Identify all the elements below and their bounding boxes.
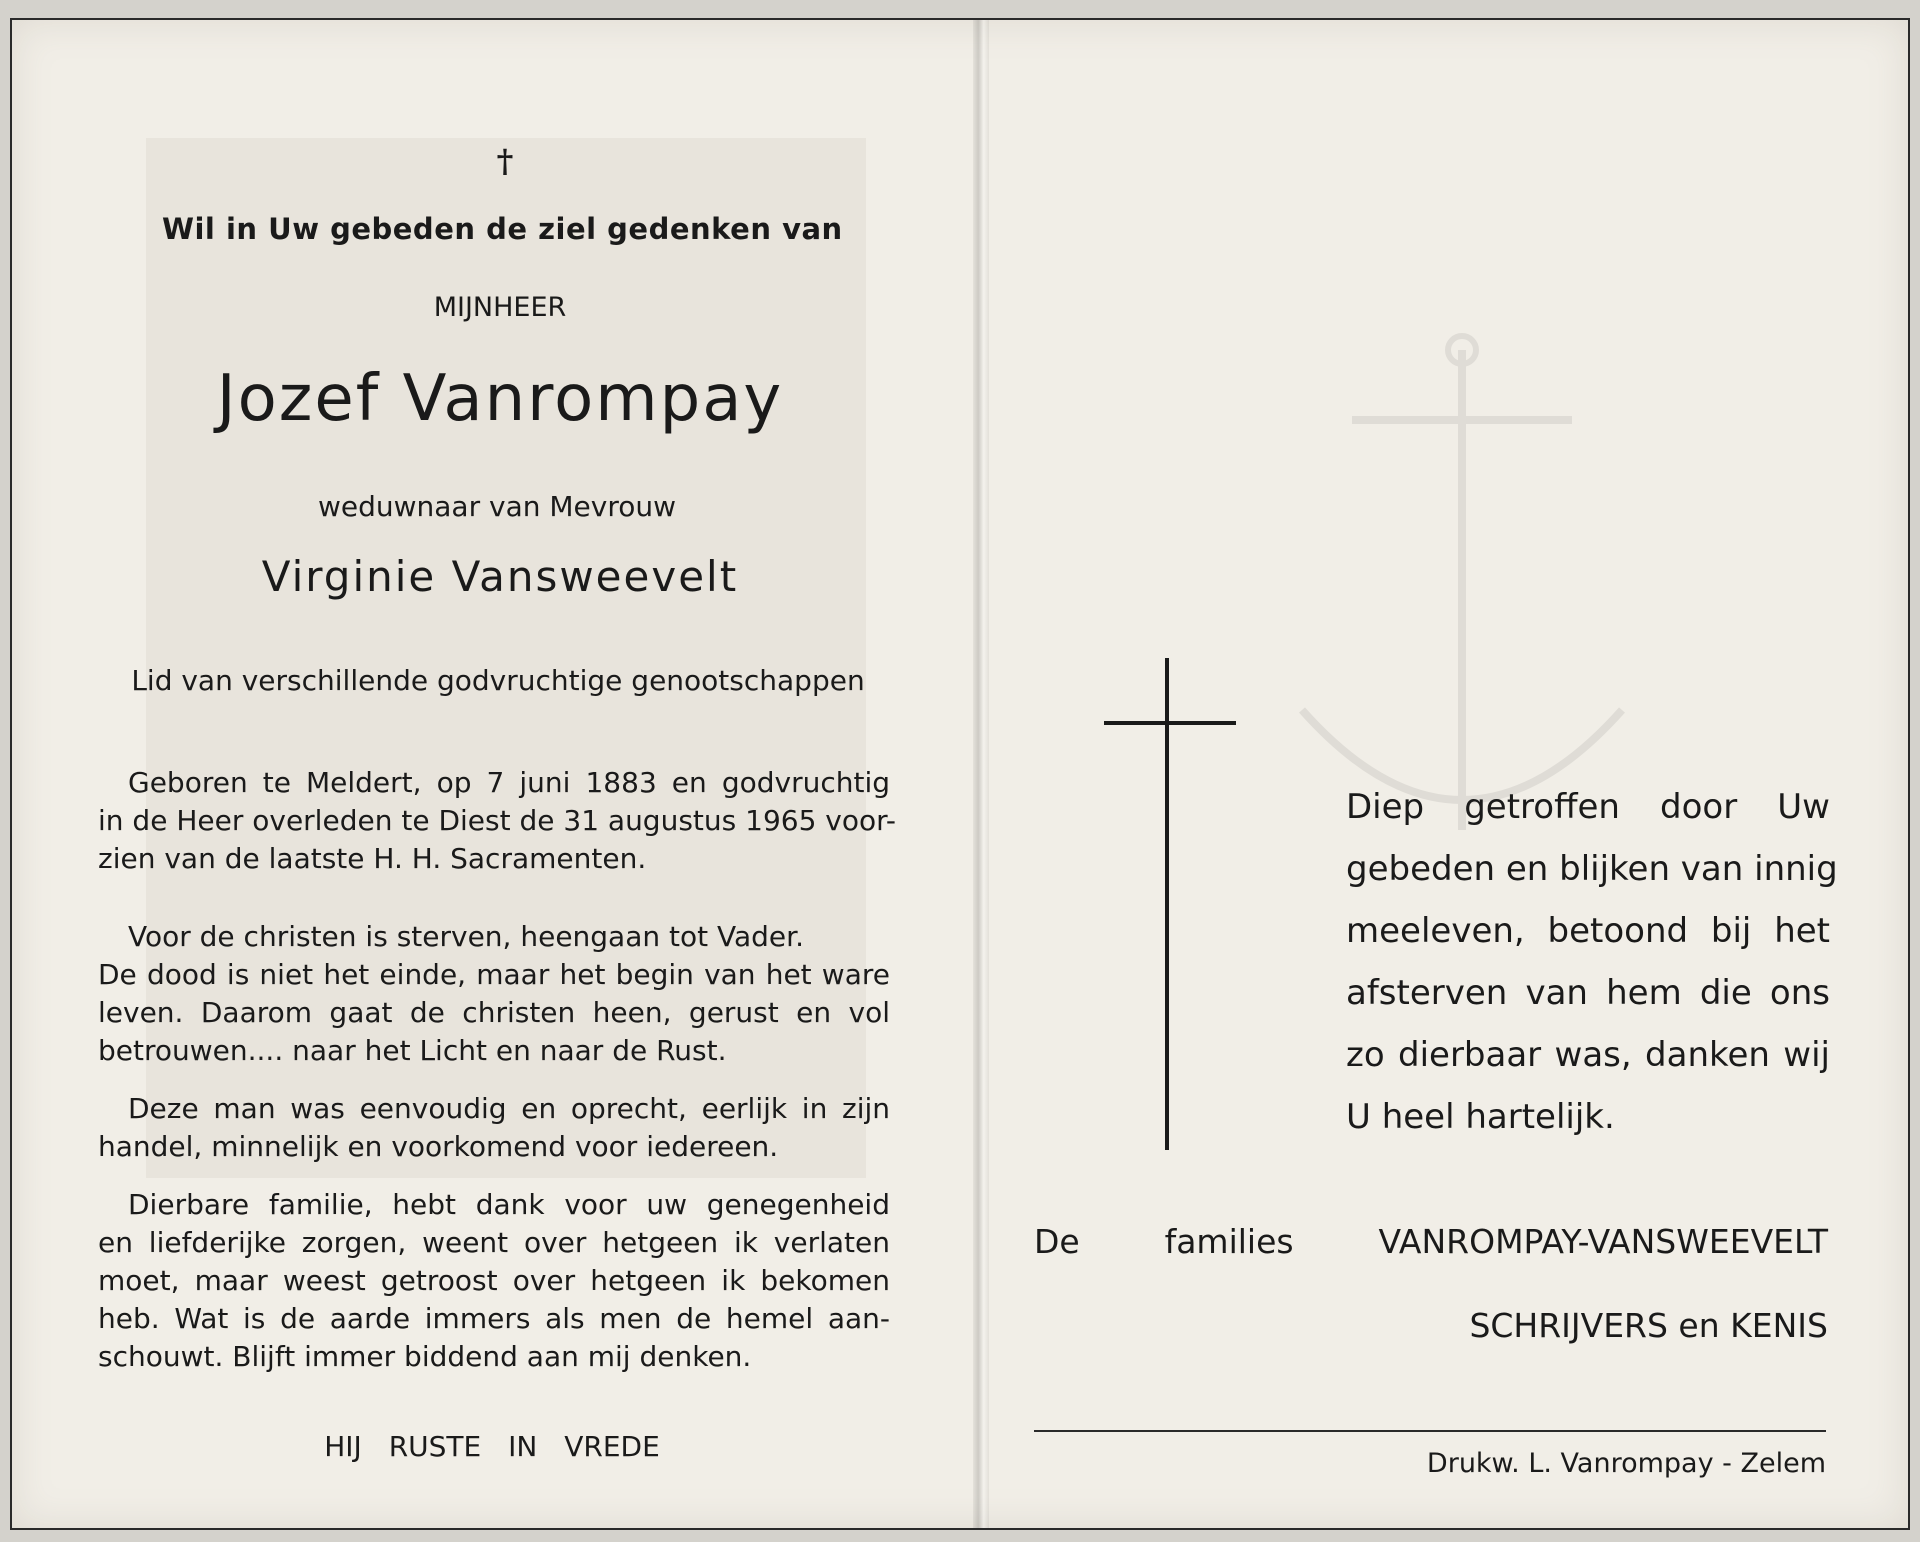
text-line: meeleven, betoond bij het: [1346, 911, 1830, 951]
families-line-2: SCHRIJVERS en KENIS: [1469, 1306, 1828, 1345]
card-fold: [973, 20, 989, 1528]
text-line: gebeden en blijken van innig: [1346, 849, 1838, 889]
memorial-card: [10, 18, 1910, 1530]
character-paragraph: [98, 1090, 890, 1166]
deceased-name: Jozef Vanrompay: [216, 362, 784, 436]
thanks-paragraph: [1346, 776, 1838, 1148]
text-line: handel, minnelijk en voorkomend voor iedereen.: [98, 1130, 779, 1163]
text-line: betrouwen.... naar het Licht en naar de Rust.: [98, 1034, 727, 1067]
text-line: moet, maar weest getroost over hetgeen ik bekomen: [98, 1264, 890, 1297]
small-cross-icon: †: [496, 142, 514, 180]
text-line: Geboren te Meldert, op 7 juni 1883 en godvruchtig: [128, 766, 890, 799]
cross-vertical-bar: [1165, 658, 1169, 1150]
text-line: Diep getroffen door Uw: [1346, 787, 1830, 827]
cross-horizontal-bar: [1104, 721, 1236, 725]
printer-credit: Drukw. L. Vanrompay - Zelem: [1426, 1448, 1826, 1479]
spouse-name: Virginie Vansweevelt: [261, 552, 739, 601]
divider: [1034, 1430, 1826, 1432]
text-line: afsterven van hem die ons: [1346, 973, 1830, 1013]
text-line: heb. Wat is de aarde immers als men de hemel aan-: [98, 1302, 890, 1335]
text-line: in de Heer overleden te Diest de 31 augustus 1965 voor-: [98, 804, 896, 837]
family-paragraph: [98, 1186, 890, 1376]
families-line-1: De families VANROMPAY-VANSWEEVELT: [1034, 1222, 1828, 1261]
text-line: zo dierbaar was, danken wij: [1346, 1035, 1830, 1075]
text-line: Dierbare familie, hebt dank voor uw genegenheid: [128, 1188, 890, 1221]
text-line: en liefderijke zorgen, weent over hetgeen ik verlaten: [98, 1226, 890, 1259]
text-line: U heel hartelijk.: [1346, 1097, 1615, 1137]
text-line: Voor de christen is sterven, heengaan tot Vader.: [128, 920, 804, 953]
widower-line: weduwnaar van Mevrouw: [317, 490, 677, 523]
birth-paragraph: [98, 764, 896, 878]
text-line: Deze man was eenvoudig en oprecht, eerlijk in zijn: [128, 1092, 890, 1125]
honorific: MIJNHEER: [433, 292, 567, 323]
closing-line: HIJ RUSTE IN VREDE: [324, 1430, 660, 1463]
text-line: zien van de laatste H. H. Sacramenten.: [98, 842, 647, 875]
text-line: De dood is niet het einde, maar het begin van het ware: [98, 958, 890, 991]
christian-paragraph: [98, 918, 890, 1070]
text-line: schouwt. Blijft immer biddend aan mij denken.: [98, 1340, 752, 1373]
text-line: leven. Daarom gaat de christen heen, gerust en vol: [98, 996, 890, 1029]
membership-line: Lid van verschillende godvruchtige genootschappen: [131, 664, 865, 697]
intro-line: Wil in Uw gebeden de ziel gedenken van: [162, 212, 843, 246]
